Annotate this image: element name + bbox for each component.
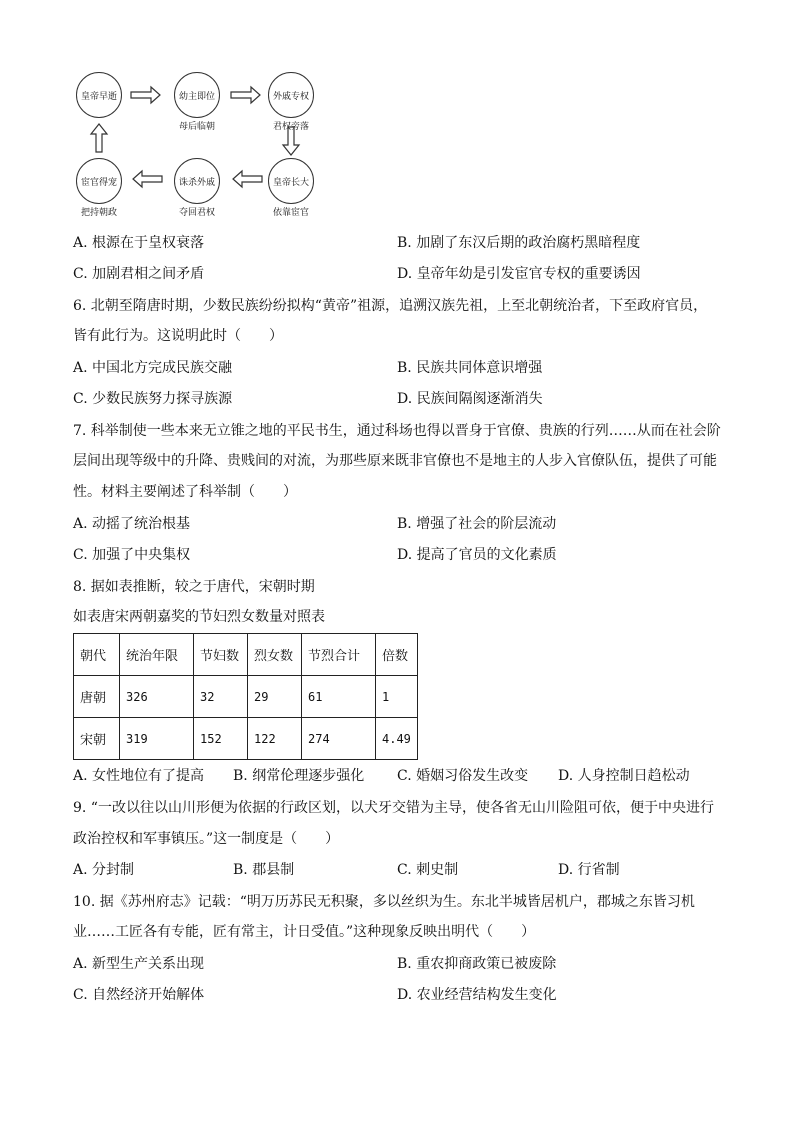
table-header-cell: 节烈合计 — [302, 634, 376, 676]
q7-stem-line2: 层间出现等级中的升降、贵贱间的对流，为那些原来既非官僚也不是地主的人步入官僚队伍，提供了可能 — [73, 453, 717, 469]
diagram-node-2-sub: 母后临朝 — [178, 122, 215, 132]
q8-stem: 8. 据如表推断，较之于唐代，宋朝时期 — [73, 579, 315, 595]
q5-option-b: B. 加剧了东汉后期的政治腐朽黑暗程度 — [397, 235, 641, 251]
table-cell: 32 — [194, 676, 248, 718]
table-header-cell: 烈女数 — [248, 634, 302, 676]
diagram-node-4-sub: 依靠宦官 — [272, 208, 309, 218]
q5-option-d: D. 皇帝年幼是引发宦官专权的重要诱因 — [397, 266, 641, 282]
diagram-arrows — [0, 0, 360, 230]
q6-option-d: D. 民族间隔阂逐渐消失 — [397, 391, 543, 407]
q8-data-table — [73, 633, 418, 760]
table-row — [74, 676, 418, 718]
table-header-cell: 统治年限 — [120, 634, 194, 676]
diagram-node-3-sub: 君权旁落 — [272, 122, 309, 132]
diagram-node-3: 外戚专权 — [268, 72, 314, 118]
table-cell: 319 — [120, 718, 194, 760]
q6-option-a: A. 中国北方完成民族交融 — [73, 360, 233, 376]
q7-option-d: D. 提高了官员的文化素质 — [397, 547, 557, 563]
table-cell: 唐朝 — [74, 676, 120, 718]
table-row — [74, 718, 418, 760]
table-header-cell: 节妇数 — [194, 634, 248, 676]
arrow-left-1 — [233, 171, 262, 187]
diagram-node-4: 皇帝长大 — [268, 158, 314, 204]
q10-option-a: A. 新型生产关系出现 — [73, 956, 205, 972]
q9-stem-line2: 政治控权和军事镇压。”这一制度是（ ） — [73, 831, 340, 847]
diagram-node-5-sub: 夺回君权 — [178, 208, 215, 218]
table-cell: 1 — [376, 676, 418, 718]
q6-stem-line2: 皆有此行为。这说明此时（ ） — [73, 328, 283, 344]
table-cell: 122 — [248, 718, 302, 760]
q10-option-b: B. 重农抑商政策已被废除 — [397, 956, 557, 972]
table-cell: 宋朝 — [74, 718, 120, 760]
q8-option-b: B. 纲常伦理逐步强化 — [233, 768, 365, 784]
table-header-cell: 倍数 — [376, 634, 418, 676]
q9-option-d: D. 行省制 — [558, 862, 620, 878]
arrow-right-1 — [131, 87, 160, 103]
arrow-right-2 — [231, 87, 260, 103]
diagram-node-6-sub: 把持朝政 — [80, 208, 117, 218]
table-cell: 61 — [302, 676, 376, 718]
q9-option-a: A. 分封制 — [73, 862, 135, 878]
q7-option-a: A. 动摇了统治根基 — [73, 516, 191, 532]
q9-option-b: B. 郡县制 — [233, 862, 295, 878]
q8-option-c: C. 婚姻习俗发生改变 — [397, 768, 529, 784]
q8-table-caption: 如表唐宋两朝嘉奖的节妇烈女数量对照表 — [73, 609, 325, 625]
table-cell: 4.49 — [376, 718, 418, 760]
diagram-node-5: 诛杀外戚 — [174, 158, 220, 204]
q8-option-a: A. 女性地位有了提高 — [73, 768, 205, 784]
table-cell: 29 — [248, 676, 302, 718]
table-cell: 152 — [194, 718, 248, 760]
arrow-left-2 — [133, 171, 162, 187]
q9-stem-line1: 9. “一改以往以山川形便为依据的行政区划，以犬牙交错为主导，使各省无山川险阻可依，便于中央进行 — [73, 800, 714, 816]
q6-option-c: C. 少数民族努力探寻族源 — [73, 391, 233, 407]
q5-option-c: C. 加剧君相之间矛盾 — [73, 266, 205, 282]
arrow-down — [283, 127, 299, 155]
q5-option-a: A. 根源在于皇权衰落 — [73, 235, 205, 251]
q9-option-c: C. 刺史制 — [397, 862, 459, 878]
table-cell: 274 — [302, 718, 376, 760]
table-cell: 326 — [120, 676, 194, 718]
q7-stem-line3: 性。材料主要阐述了科举制（ ） — [73, 484, 297, 500]
q7-option-b: B. 增强了社会的阶层流动 — [397, 516, 557, 532]
q8-option-d: D. 人身控制日趋松动 — [558, 768, 690, 784]
q10-stem-line2: 业……工匠各有专能，匠有常主，计日受值。”这种现象反映出明代（ ） — [73, 924, 536, 940]
q6-option-b: B. 民族共同体意识增强 — [397, 360, 543, 376]
q10-option-c: C. 自然经济开始解体 — [73, 987, 205, 1003]
table-header-cell: 朝代 — [74, 634, 120, 676]
diagram-node-6: 宦官得宠 — [76, 158, 122, 204]
diagram-node-1: 皇帝早逝 — [76, 72, 122, 118]
q7-option-c: C. 加强了中央集权 — [73, 547, 191, 563]
q10-stem-line1: 10. 据《苏州府志》记载：“明万历苏民无积聚，多以丝织为生。东北半城皆居机户，郡城之东皆习机 — [73, 894, 695, 910]
arrow-up — [91, 124, 107, 152]
diagram-node-2: 幼主即位 — [174, 72, 220, 118]
q7-stem-line1: 7. 科举制使一些本来无立锥之地的平民书生，通过科场也得以晋身于官僚、贵族的行列……从而在社会阶 — [73, 423, 721, 439]
q6-stem-line1: 6. 北朝至隋唐时期，少数民族纷纷拟构“黄帝”祖源，追溯汉族先祖，上至北朝统治者，下至政府官员， — [73, 298, 708, 314]
table-header-row — [74, 634, 418, 676]
q10-option-d: D. 农业经营结构发生变化 — [397, 987, 557, 1003]
